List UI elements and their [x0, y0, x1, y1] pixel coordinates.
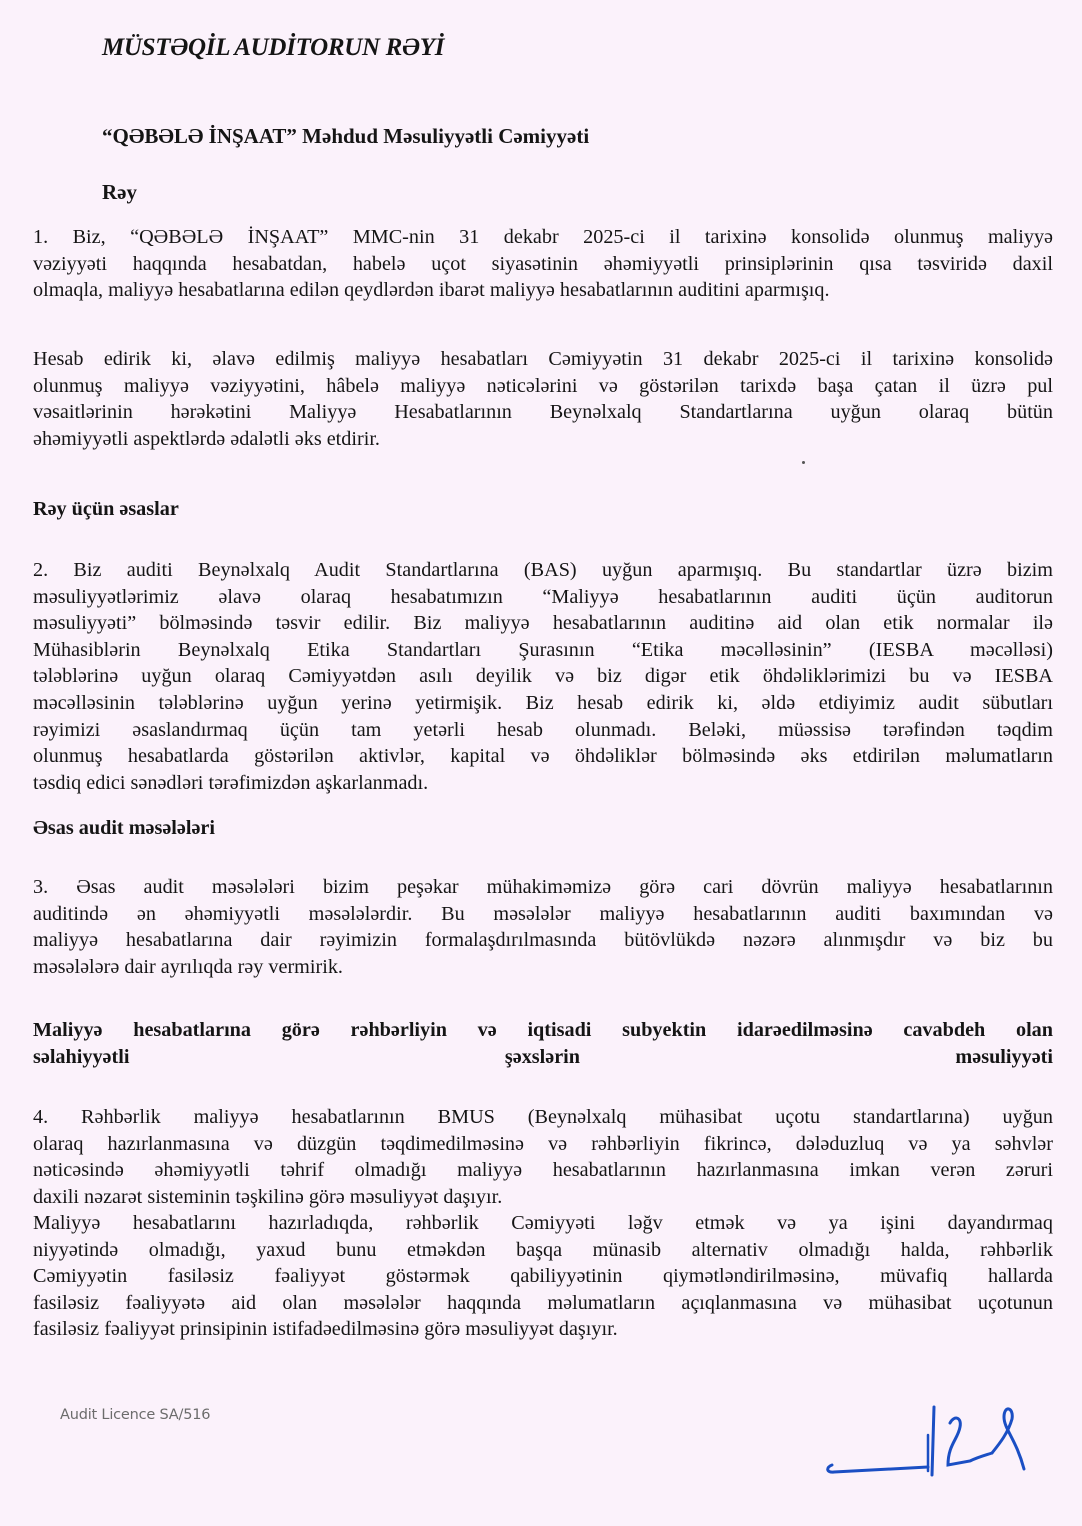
basis-heading: Rəy üçün əsaslar	[33, 498, 179, 520]
paragraph-3	[33, 874, 1053, 980]
text-line: məcəlləsinin tələblərinə uyğun yerinə yetirmişik. Biz hesab edirik ki, əldə etdiyimiz audit sübutları	[33, 691, 1053, 714]
text-line: olunmuş maliyyə vəziyyətini, hâbelə maliyyə nəticələrini və göstərilən tarixdə başa çatan il üzrə pul	[33, 374, 1053, 397]
text-line: nəticəsində əhəmiyyətli təhrif olmadığı maliyyə hesabatlarının hazırlanmasına imkan verən zəruri	[33, 1159, 1053, 1182]
text-line: vəsaitlərinin hərəkətini Maliyyə Hesabatlarının Beynəlxalq Standartlarına uyğun olaraq bütün	[33, 401, 1053, 424]
key-audit-matters-heading: Əsas audit məsələləri	[33, 817, 215, 839]
text-line: fasiləsiz fəaliyyət prinsipinin istifadəedilməsinə görə məsuliyyət daşıyır.	[33, 1318, 618, 1341]
text-line: 1. Biz, “QƏBƏLƏ İNŞAAT” MMC-nin 31 dekabr 2025-ci il tarixinə konsolidə olunmuş maliyyə	[33, 226, 1053, 248]
paragraph-4	[33, 1104, 1053, 1210]
text-line: olaraq hazırlanmasına və düzgün təqdimedilməsinə və rəhbərliyin fikrincə, dələduzluq və ya səhvlər	[33, 1132, 1053, 1155]
text-line: məsuliyyətlərimiz əlavə olaraq hesabatımızın “Maliyyə hesabatlarının auditi üçün auditorun	[33, 585, 1053, 608]
document-title: MÜSTƏQİL AUDİTORUN RƏYİ	[102, 34, 445, 61]
text-line: 3. Əsas audit məsələləri bizim peşəkar mühakiməmizə görə cari dövrün maliyyə hesabatlarının	[33, 876, 1053, 898]
text-line: daxili nəzarət sisteminin təşkilinə görə məsuliyyət daşıyır.	[33, 1185, 503, 1208]
audit-licence: Audit Licence SA/516	[60, 1407, 211, 1423]
text-line: Cəmiyyətin fasiləsiz fəaliyyət göstərmək qabiliyyətinin qiymətləndirilməsinə, müvafiq hallarda	[33, 1265, 1053, 1288]
text-line: 2. Biz auditi Beynəlxalq Audit Standartlarına (BAS) uyğun aparmışıq. Bu standartlar üzrə bizim	[33, 559, 1053, 581]
text-line: Mühasiblərin Beynəlxalq Etika Standartları Şurasının “Etika məcəlləsinin” (IESBA məcəlləsi)	[33, 638, 1053, 661]
paragraph-opinion	[33, 346, 1053, 452]
management-responsibility-heading: Maliyyə hesabatlarına görə rəhbərliyin və iqtisadi subyektin idarəedilməsinə cavabdeh olan səlahiyyətli şəxslərin məsuliyyəti	[33, 1019, 1053, 1068]
text-line: Maliyyə hesabatlarını hazırladıqda, rəhbərlik Cəmiyyəti ləğv etmək və ya işini dayandırmaq	[33, 1212, 1053, 1234]
text-line: məsələlərə dair ayrılıqda rəy vermirik.	[33, 955, 343, 978]
text-line: maliyyə hesabatlarına dair rəyimizin formalaşdırılmasında bütövlükdə nəzərə alınmışdır və biz bu	[33, 929, 1053, 952]
text-line: fasiləsiz fəaliyyətə aid olan məsələlər haqqında məlumatların açıqlanmasına və mühasibat uçotunun	[33, 1291, 1053, 1314]
text-line: 4. Rəhbərlik maliyyə hesabatlarının BMUS (Beynəlxalq mühasibat uçotu standartlarına) uyğun	[33, 1106, 1053, 1128]
paragraph-2	[33, 557, 1053, 796]
signature-icon	[820, 1395, 1040, 1485]
paragraph-4b	[33, 1210, 1053, 1343]
text-line: olmaqla, maliyyə hesabatlarına edilən qeydlərdən ibarət maliyyə hesabatlarının auditini aparmışıq.	[33, 279, 830, 302]
text-line: Hesab edirik ki, əlavə edilmiş maliyyə hesabatları Cəmiyyətin 31 dekabr 2025-ci il tarixinə konsolidə	[33, 348, 1053, 370]
text-line: niyyətində olmadığı, yaxud bunu etməkdən başqa münasib alternativ olmadığı halda, rəhbərlik	[33, 1238, 1053, 1261]
text-line: vəziyyəti haqqında hesabatdan, habelə uçot siyasətinin əhəmiyyətli prinsiplərinin qısa təsviridə daxil	[33, 252, 1053, 275]
text-line: tələblərinə uyğun olaraq Cəmiyyətdən asılı deyilik və biz digər etik öhdəliklərimizi bu və IESBA	[33, 665, 1053, 688]
text-line: əhəmiyyətli aspektlərdə ədalətli əks etdirir.	[33, 427, 380, 450]
text-line: olunmuş hesabatlarda göstərilən aktivlər, kapital və öhdəliklər bölməsində əks etdirilən məlumatların	[33, 745, 1053, 768]
paragraph-1	[33, 224, 1053, 304]
opinion-heading: Rəy	[102, 180, 137, 204]
scan-speck	[802, 461, 805, 464]
text-line: rəyimizi əsaslandırmaq üçün tam yetərli hesab olunmadı. Beləki, müəssisə tərəfindən təqdim	[33, 718, 1053, 741]
company-name: “QƏBƏLƏ İNŞAAT” Məhdud Məsuliyyətli Cəmiyyəti	[102, 124, 590, 148]
text-line: məsuliyyəti” bölməsində təsvir edilir. Biz maliyyə hesabatlarının auditinə aid olan etik normalar ilə	[33, 612, 1053, 635]
text-line: auditində ən əhəmiyyətli məsələlərdir. Bu məsələlər maliyyə hesabatlarının auditi baxımından və	[33, 902, 1053, 925]
text-line: təsdiq edici sənədləri tərəfimizdən aşkarlanmadı.	[33, 771, 429, 794]
